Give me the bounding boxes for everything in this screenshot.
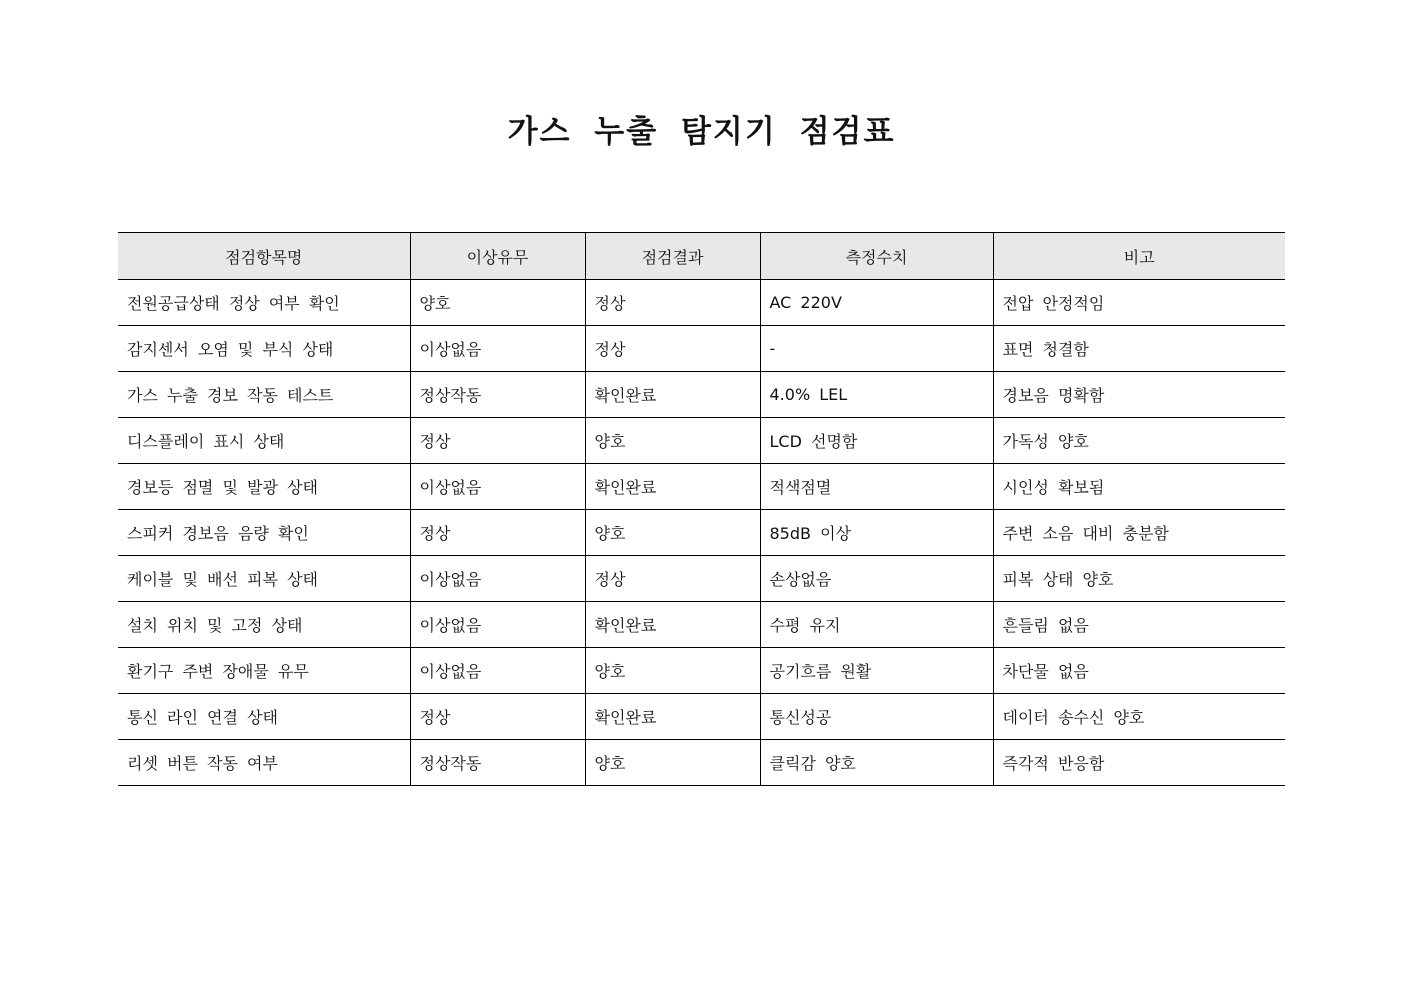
- cell-result: 양호: [585, 418, 760, 464]
- table-header-row: [118, 233, 1285, 280]
- cell-result: 정상: [585, 326, 760, 372]
- cell-item-name: 설치 위치 및 고정 상태: [118, 602, 410, 648]
- table-row: [118, 556, 1285, 602]
- cell-remarks: 흔들림 없음: [993, 602, 1285, 648]
- cell-abnormality: 이상없음: [410, 648, 585, 694]
- cell-measurement: AC 220V: [760, 280, 993, 326]
- cell-abnormality: 양호: [410, 280, 585, 326]
- table-body: [118, 280, 1285, 786]
- header-item-name: 점검항목명: [118, 233, 410, 280]
- cell-remarks: 데이터 송수신 양호: [993, 694, 1285, 740]
- cell-abnormality: 정상작동: [410, 372, 585, 418]
- cell-measurement: LCD 선명함: [760, 418, 993, 464]
- cell-remarks: 차단물 없음: [993, 648, 1285, 694]
- table-row: [118, 326, 1285, 372]
- cell-item-name: 감지센서 오염 및 부식 상태: [118, 326, 410, 372]
- cell-item-name: 디스플레이 표시 상태: [118, 418, 410, 464]
- cell-item-name: 스피커 경보음 음량 확인: [118, 510, 410, 556]
- header-abnormality: 이상유무: [410, 233, 585, 280]
- cell-measurement: 통신성공: [760, 694, 993, 740]
- cell-remarks: 시인성 확보됨: [993, 464, 1285, 510]
- cell-abnormality: 정상: [410, 418, 585, 464]
- cell-item-name: 환기구 주변 장애물 유무: [118, 648, 410, 694]
- cell-measurement: 손상없음: [760, 556, 993, 602]
- cell-remarks: 경보음 명확함: [993, 372, 1285, 418]
- header-remarks: 비고: [993, 233, 1285, 280]
- table-row: [118, 280, 1285, 326]
- cell-result: 정상: [585, 280, 760, 326]
- table-header: [118, 233, 1285, 280]
- cell-abnormality: 정상: [410, 510, 585, 556]
- table-row: [118, 694, 1285, 740]
- cell-result: 양호: [585, 648, 760, 694]
- cell-remarks: 피복 상태 양호: [993, 556, 1285, 602]
- cell-abnormality: 정상: [410, 694, 585, 740]
- header-measurement: 측정수치: [760, 233, 993, 280]
- cell-measurement: 85dB 이상: [760, 510, 993, 556]
- cell-measurement: 적색점멸: [760, 464, 993, 510]
- cell-item-name: 경보등 점멸 및 발광 상태: [118, 464, 410, 510]
- cell-abnormality: 이상없음: [410, 602, 585, 648]
- cell-measurement: 클릭감 양호: [760, 740, 993, 786]
- table-row: [118, 740, 1285, 786]
- table-row: [118, 510, 1285, 556]
- cell-item-name: 가스 누출 경보 작동 테스트: [118, 372, 410, 418]
- inspection-table: [118, 232, 1285, 786]
- cell-item-name: 전원공급상태 정상 여부 확인: [118, 280, 410, 326]
- cell-abnormality: 이상없음: [410, 326, 585, 372]
- cell-result: 정상: [585, 556, 760, 602]
- table-row: [118, 464, 1285, 510]
- cell-remarks: 전압 안정적임: [993, 280, 1285, 326]
- cell-measurement: 공기흐름 원활: [760, 648, 993, 694]
- table-row: [118, 418, 1285, 464]
- cell-measurement: 4.0% LEL: [760, 372, 993, 418]
- cell-remarks: 즉각적 반응함: [993, 740, 1285, 786]
- cell-remarks: 표면 청결함: [993, 326, 1285, 372]
- cell-result: 양호: [585, 510, 760, 556]
- cell-result: 확인완료: [585, 694, 760, 740]
- cell-result: 양호: [585, 740, 760, 786]
- cell-remarks: 주변 소음 대비 충분함: [993, 510, 1285, 556]
- table-row: [118, 602, 1285, 648]
- cell-abnormality: 정상작동: [410, 740, 585, 786]
- table-row: [118, 648, 1285, 694]
- cell-remarks: 가독성 양호: [993, 418, 1285, 464]
- cell-result: 확인완료: [585, 464, 760, 510]
- cell-abnormality: 이상없음: [410, 464, 585, 510]
- cell-measurement: -: [760, 326, 993, 372]
- cell-abnormality: 이상없음: [410, 556, 585, 602]
- header-result: 점검결과: [585, 233, 760, 280]
- cell-result: 확인완료: [585, 372, 760, 418]
- cell-item-name: 통신 라인 연결 상태: [118, 694, 410, 740]
- cell-measurement: 수평 유지: [760, 602, 993, 648]
- table-row: [118, 372, 1285, 418]
- cell-result: 확인완료: [585, 602, 760, 648]
- cell-item-name: 리셋 버튼 작동 여부: [118, 740, 410, 786]
- cell-item-name: 케이블 및 배선 피복 상태: [118, 556, 410, 602]
- document-title: 가스 누출 탐지기 점검표: [507, 114, 896, 150]
